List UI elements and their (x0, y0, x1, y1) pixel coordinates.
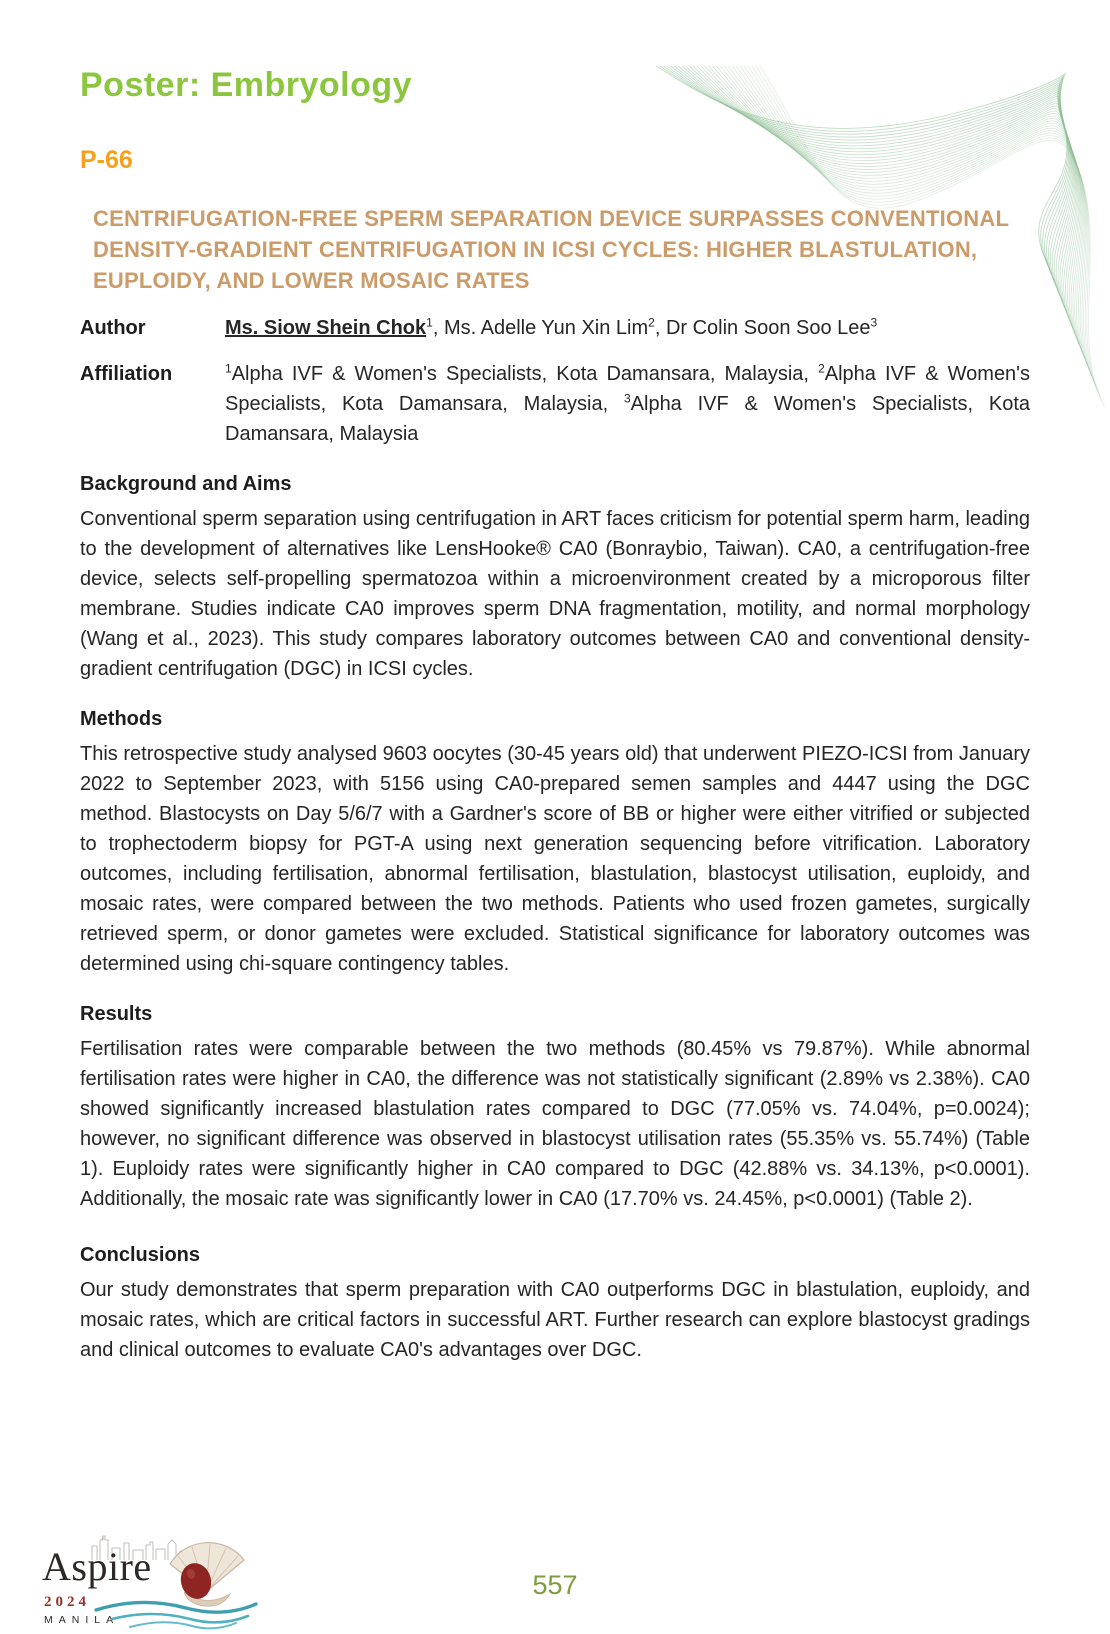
methods-body: This retrospective study analysed 9603 oocytes (30-45 years old) that underwent PIEZO-ICSI from January 2022 to September 2023, with 5156 using CA0-prepared semen samples and 4447 using the DGC method. Blastocysts on Day 5/6/7 with a Gardner's score of BB or higher were either vitrified or subjected to trophectoderm biopsy for PGT-A using next generation sequencing before vitrification. Laboratory outcomes, including fertilisation, abnormal fertilisation, blastulation, blastocyst utilisation, euploidy, and mosaic rates, were compared between the two methods. Patients who used frozen gametes, surgically retrieved sperm, or donor gametes were excluded. Statistical significance for laboratory outcomes was determined using chi-square contingency tables. (80, 743, 1030, 975)
affiliation-3: Alpha IVF & Women's Specialists, Kota Damansara, Malaysia (225, 393, 1030, 445)
author-superscript-2: 2 (648, 315, 655, 330)
author-superscript-1: 1 (426, 315, 433, 330)
affiliation-superscript-2: 2 (818, 361, 825, 376)
section-results (80, 999, 1030, 1214)
logo-city-text: MANILA (44, 1614, 120, 1626)
poster-id: P-66 (80, 146, 133, 174)
background-heading: Background and Aims (80, 473, 292, 495)
methods-heading: Methods (80, 708, 163, 730)
results-heading: Results (80, 1003, 153, 1025)
page-title: Poster: Embryology (80, 66, 413, 104)
page-number: 557 (532, 1570, 578, 1600)
abstract-page (0, 66, 1110, 1365)
author-superscript-3: 3 (870, 315, 878, 330)
affiliation-1: Alpha IVF & Women's Specialists, Kota Damansara, Malaysia, (231, 363, 819, 385)
section-background-and-aims (80, 469, 1030, 684)
second-author-name: , Ms. Adelle Yun Xin Lim (432, 317, 649, 339)
background-body: Conventional sperm separation using centrifugation in ART faces criticism for potential sperm harm, leading to the development of alternatives like LensHooke® CA0 (Bonraybio, Taiwan). CA0, a centrifugation-free device, selects self-propelling spermatozoa within a microenvironment created by a microporous filter membrane. Studies indicate CA0 improves sperm DNA fragmentation, motility, and normal morphology (Wang et al., 2023). This study compares laboratory outcomes between CA0 and conventional density-gradient centrifugation (DGC) in ICSI cycles. (80, 508, 1030, 680)
affiliation-text (225, 359, 1030, 449)
third-author-name: , Dr Colin Soon Soo Lee (654, 317, 871, 339)
abstract-title: CENTRIFUGATION-FREE SPERM SEPARATION DEVICE SURPASSES CONVENTIONAL DENSITY-GRADIENT CENTRIFUGATION IN ICSI CYCLES: HIGHER BLASTULATION, EUPLOIDY, AND LOWER MOSAIC RATES (93, 206, 1009, 293)
affiliation-2: Alpha IVF & Women's Specialists, Kota Damansara, Malaysia, (225, 363, 1031, 415)
affiliation-row (80, 359, 1030, 449)
affiliation-superscript-3: 3 (623, 391, 631, 406)
results-body: Fertilisation rates were comparable between the two methods (80.45% vs 79.87%). While abnormal fertilisation rates were higher in CA0, the difference was not statistically significant (2.89% vs 2.38%). CA0 showed significantly increased blastulation rates compared to DGC (77.05% vs. 74.04%, p=0.0024); however, no significant difference was observed in blastocyst utilisation rates (55.35% vs. 55.74%) (Table 1). Euploidy rates were significantly higher in CA0 compared to DGC (42.88% vs. 34.13%, p<0.0001). Additionally, the mosaic rate was significantly lower in CA0 (17.70% vs. 24.45%, p<0.0001) (Table 2). (80, 1038, 1030, 1210)
waves-icon (94, 1600, 259, 1630)
conclusions-heading: Conclusions (80, 1244, 201, 1266)
author-label: Author (80, 317, 146, 339)
first-author-name: Ms. Siow Shein Chok (225, 317, 427, 339)
affiliation-label: Affiliation (80, 363, 173, 385)
conclusions-body: Our study demonstrates that sperm preparation with CA0 outperforms DGC in blastulation, euploidy, and mosaic rates, which are critical factors in successful ART. Further research can explore blastocyst gradings and clinical outcomes to evaluate CA0's advantages over DGC. (80, 1279, 1030, 1361)
section-conclusions (80, 1240, 1030, 1365)
author-row (80, 313, 1030, 343)
section-methods (80, 704, 1030, 979)
author-names (225, 313, 1030, 343)
affiliation-superscript-1: 1 (225, 361, 232, 376)
logo-year-text: 2024 (44, 1594, 90, 1610)
logo-brand-text: Aspire (42, 1544, 152, 1589)
